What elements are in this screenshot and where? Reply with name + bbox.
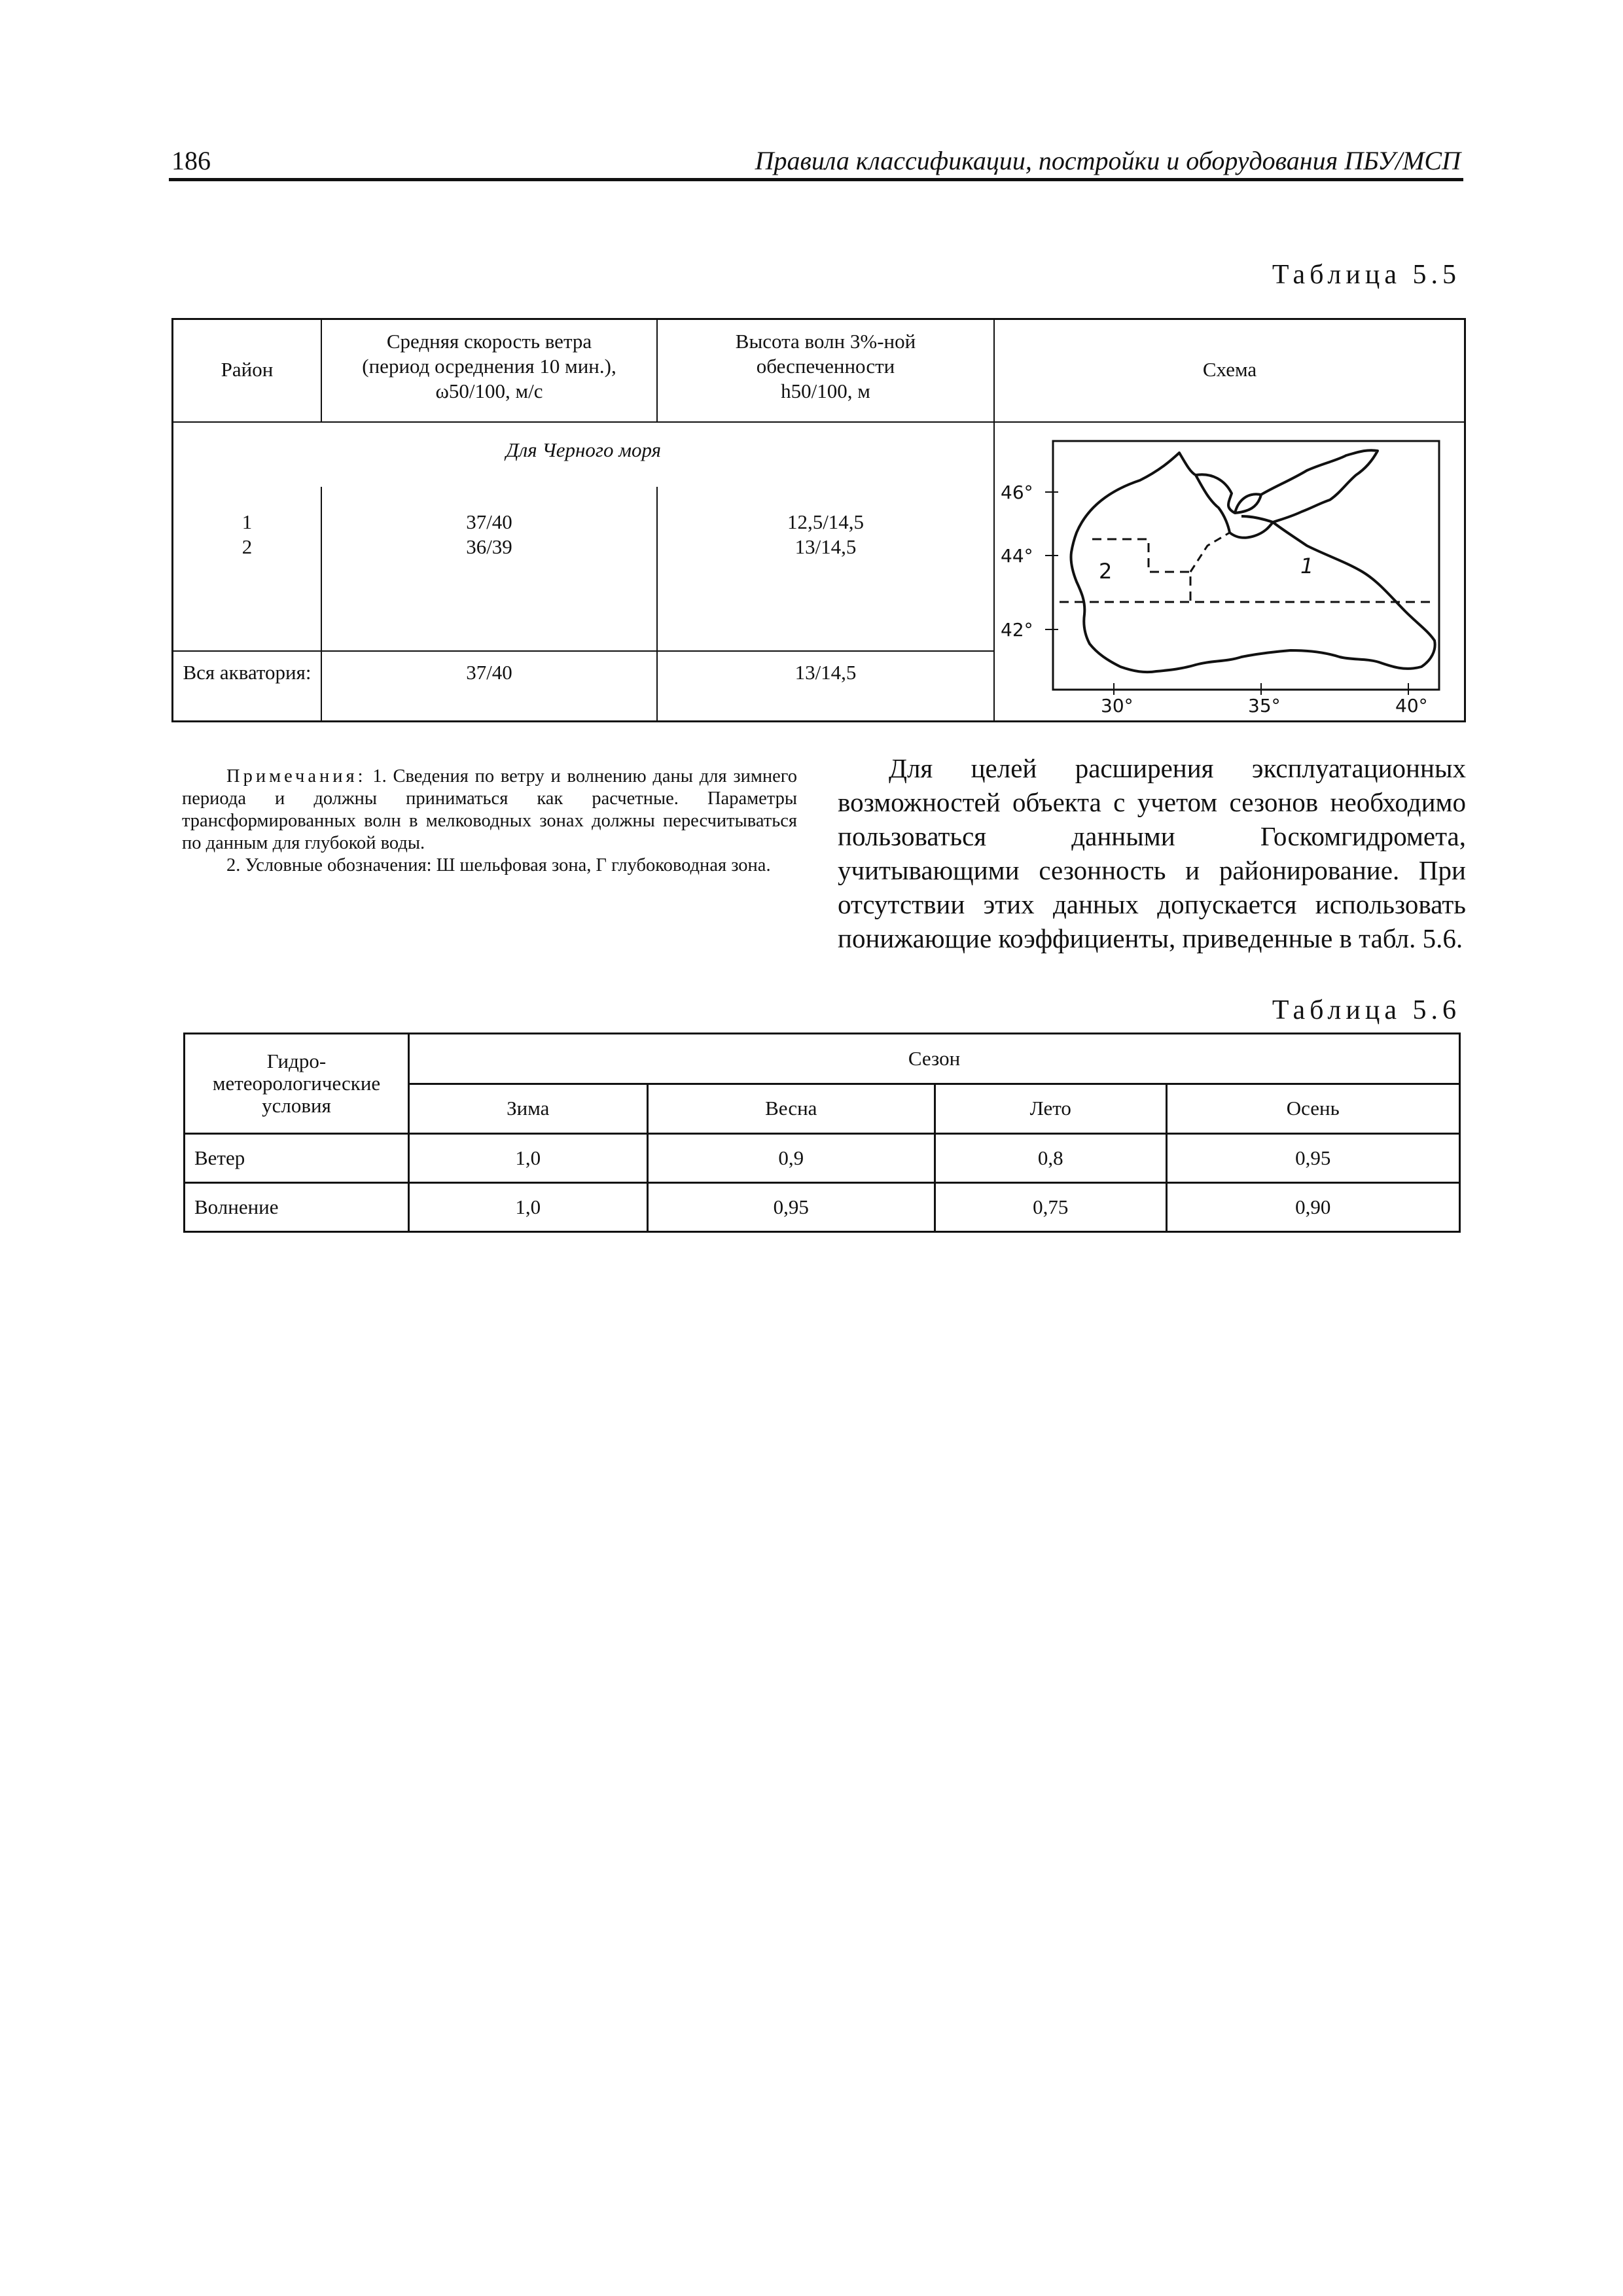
wave-cell: 12,5/14,5 (787, 510, 865, 533)
total-label: Вся акватория: (183, 661, 312, 684)
corner-header (185, 1034, 409, 1134)
total-wind: 37/40 (466, 661, 512, 684)
value-cell: 0,8 (935, 1134, 1166, 1183)
table-header-row (185, 1034, 1460, 1084)
header-wave-line: Высота волн 3%-ной (735, 330, 916, 353)
value-cell: 0,75 (935, 1183, 1166, 1232)
district-cell: 2 (241, 535, 253, 558)
header-scheme: Схема (1202, 358, 1257, 381)
zone-label: 1 (1300, 554, 1314, 578)
header-rule (169, 178, 1463, 181)
wave-cells (658, 510, 993, 559)
value-cell: 0,95 (1166, 1134, 1460, 1183)
lat-label: 42° (1001, 619, 1033, 641)
header-bottom-rule (173, 421, 1465, 423)
corner-line: условия (262, 1094, 331, 1117)
table-notes (182, 766, 797, 877)
wind-cell: 37/40 (466, 510, 512, 533)
row-label: Ветер (185, 1134, 409, 1183)
total-row-rule (173, 650, 993, 652)
table-5-6-caption: Таблица 5.6 (1272, 995, 1461, 1025)
zone-boundary (1190, 533, 1230, 572)
note-1 (182, 766, 797, 855)
season-header: Сезон (409, 1034, 1460, 1084)
lat-label: 44° (1001, 545, 1033, 567)
table-5-5 (171, 318, 1466, 722)
paragraph-text: Для целей расширения эксплуатационных возможностей объекта с учетом сезонов необходимо пользоваться данными Госкомгидромета, учитывающими сезонность и районирование. При отсутствии этих данных допускается использовать понижающие коэффициенты, приведенные в табл. 5.6. (838, 753, 1466, 953)
season-name: Весна (647, 1084, 935, 1134)
crimea-coast (1196, 475, 1273, 538)
value-cell: 1,0 (409, 1183, 648, 1232)
header-wind-line: Средняя скорость ветра (386, 330, 592, 353)
season-name: Лето (935, 1084, 1166, 1134)
header-wind-line: ω50/100, м/с (435, 380, 543, 402)
coastline (1071, 450, 1435, 672)
header-wave-line: обеспеченности (756, 355, 895, 378)
lon-label: 40° (1395, 695, 1428, 716)
lat-label: 46° (1001, 482, 1033, 503)
header-district: Район (221, 358, 274, 381)
value-cell: 0,95 (647, 1183, 935, 1232)
zone-label: 2 (1099, 559, 1113, 584)
header-wave (658, 329, 993, 404)
value-cell: 0,9 (647, 1134, 935, 1183)
value-cell: 0,90 (1166, 1183, 1460, 1232)
page-number: 186 (171, 146, 211, 175)
table-5-5-caption: Таблица 5.5 (1272, 260, 1461, 290)
note-2: 2. Условные обозначения: Ш шельфовая зона, Г глубоководная зона. (226, 855, 771, 875)
table-row (173, 510, 321, 559)
district-cell: 1 (241, 510, 253, 533)
lon-label: 30° (1101, 695, 1133, 716)
wind-cell: 36/39 (466, 535, 512, 558)
note-1-text: 1. Сведения по ветру и волнению даны для зимнего периода и должны приниматься как расчетные. Параметры трансформированных волн в мелководных зонах должны пересчитываться по данным для глубокой воды. (182, 766, 797, 853)
season-name: Осень (1166, 1084, 1460, 1134)
table-row (185, 1183, 1460, 1232)
body-paragraph (838, 751, 1466, 955)
running-title: Правила классификации, постройки и оборудования ПБУ/МСП (755, 146, 1461, 175)
corner-line: метеорологические (212, 1072, 381, 1095)
wave-cell: 13/14,5 (794, 535, 857, 558)
header-wind (322, 329, 656, 404)
table-5-6 (183, 1033, 1461, 1233)
section-title: Для Черного моря (505, 438, 662, 461)
total-wave: 13/14,5 (794, 661, 857, 684)
row-label: Волнение (185, 1183, 409, 1232)
season-name: Зима (409, 1084, 648, 1134)
header-wind-line: (период осреднения 10 мин.), (362, 355, 616, 378)
table-row (185, 1134, 1460, 1183)
notes-title: Примечания: (226, 766, 366, 786)
black-sea-map (999, 434, 1459, 716)
header-wave-line: h50/100, м (781, 380, 870, 402)
corner-line: Гидро- (266, 1050, 327, 1072)
wind-cells (322, 510, 656, 559)
lon-label: 35° (1248, 695, 1281, 716)
value-cell: 1,0 (409, 1134, 648, 1183)
